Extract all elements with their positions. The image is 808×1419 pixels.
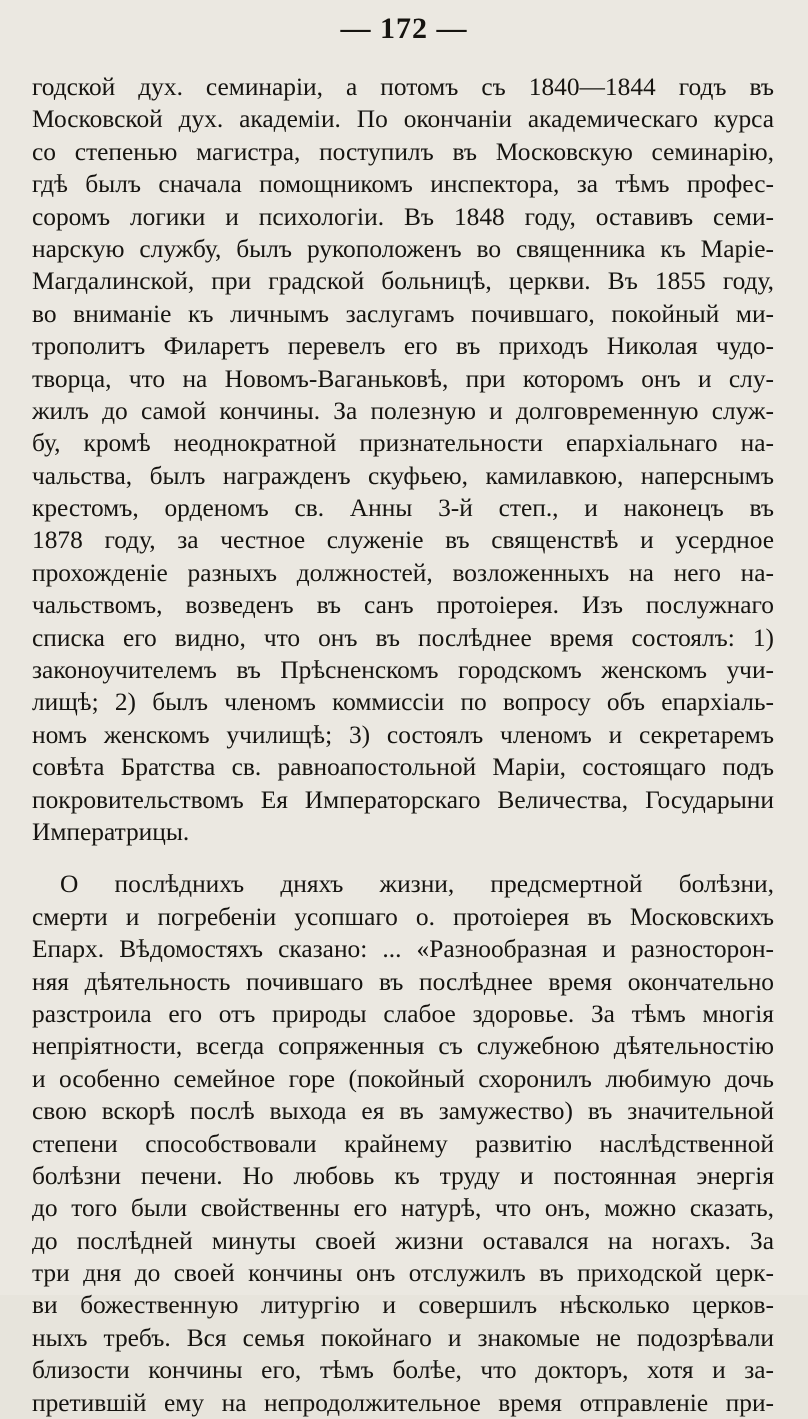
- text-line: ви божественную литургію и совершилъ нѣсколько церков-: [32, 1291, 774, 1320]
- text-line: Епарх. Вѣдомостяхъ сказано: ... «Разнообразная и разносторон-: [32, 935, 774, 964]
- text-line: до того были свойственны его натурѣ, что онъ, можно сказать,: [32, 1194, 774, 1223]
- text-line: творца, что на Новомъ-Ваганьковѣ, при которомъ онъ и слу-: [32, 364, 774, 393]
- text-line: до послѣдней минуты своей жизни оставался на ногахъ. За: [32, 1226, 774, 1255]
- text-line: три дня до своей кончины онъ отслужилъ въ приходской церк-: [32, 1259, 774, 1288]
- text-line: лищѣ; 2) былъ членомъ коммиссіи по вопросу объ епархіаль-: [32, 688, 774, 717]
- paragraph-1: [32, 71, 774, 848]
- text-line: степени способствовали крайнему развитію наслѣдственной: [32, 1129, 774, 1158]
- text-line: непріятности, всегда сопряженныя съ служебною дѣятельностію: [32, 1032, 774, 1061]
- text-line: гдѣ былъ сначала помощникомъ инспектора, за тѣмъ профес-: [32, 170, 774, 199]
- text-line: Московской дух. академіи. По окончаніи академическаго курса: [32, 105, 774, 134]
- text-line: болѣзни печени. Но любовь къ труду и постоянная энергія: [32, 1161, 774, 1190]
- page-number: — 172 —: [340, 12, 468, 45]
- text-line: покровительствомъ Ея Императорскаго Величества, Государыни: [32, 785, 774, 814]
- text-line: со степенью магистра, поступилъ въ Московскую семинарію,: [32, 137, 774, 166]
- text-line: претившій ему на непродолжительное время отправленіе при-: [32, 1388, 774, 1417]
- text-line: бу, кромѣ неоднократной признательности епархіальнаго на-: [32, 429, 774, 458]
- text-line: свою вскорѣ послѣ выхода ея въ замужество) въ значительной: [32, 1097, 774, 1126]
- text-line: трополитъ Филаретъ перевелъ его въ приходъ Николая чудо-: [32, 332, 774, 361]
- text-line: смерти и погребеніи усопшаго о. протоіерея въ Московскихъ: [32, 902, 774, 931]
- text-line: няя дѣятельность почившаго въ послѣднее время окончательно: [32, 967, 774, 996]
- text-line: нарскую службу, былъ рукоположенъ во священника къ Маріе-: [32, 234, 774, 263]
- text-line: номъ женскомъ училищѣ; 3) состоялъ членомъ и секретаремъ: [32, 720, 774, 749]
- text-line: соромъ логики и психологіи. Въ 1848 году, оставивъ семи-: [32, 202, 774, 231]
- text-line: совѣта Братства св. равноапостольной Маріи, состоящаго подъ: [32, 753, 774, 782]
- paragraph-gap: [32, 848, 774, 868]
- text-line: и особенно семейное горе (покойный схоронилъ любимую дочь: [32, 1064, 774, 1093]
- text-line: крестомъ, орденомъ св. Анны 3-й степ., и наконецъ въ: [32, 494, 774, 523]
- text-line: О послѣднихъ дняхъ жизни, предсмертной болѣзни,: [60, 870, 774, 899]
- paragraph-2: [32, 868, 774, 1419]
- text-line: 1878 году, за честное служеніе въ священствѣ и усердное: [32, 526, 774, 555]
- text-line: чальства, былъ награжденъ скуфьею, камилавкою, наперснымъ: [32, 461, 774, 490]
- text-line: годской дух. семинаріи, а потомъ съ 1840—1844 годъ въ: [32, 73, 774, 101]
- text-line: близости кончины его, тѣмъ болѣе, что докторъ, хотя и за-: [32, 1356, 774, 1385]
- text-line: жилъ до самой кончины. За полезную и долговременную служ-: [32, 396, 774, 425]
- text-line: во вниманіе къ личнымъ заслугамъ почившаго, покойный ми-: [32, 299, 774, 328]
- text-line: Императрицы.: [32, 817, 190, 846]
- text-line: списка его видно, что онъ въ послѣднее время состоялъ: 1): [32, 623, 774, 652]
- text-line: прохожденіе разныхъ должностей, возложенныхъ на него на-: [32, 558, 774, 587]
- text-line: чальствомъ, возведенъ въ санъ протоіерея. Изъ послужнаго: [32, 591, 774, 620]
- text-line: разстроила его отъ природы слабое здоровье. За тѣмъ многія: [32, 999, 774, 1028]
- text-line: Магдалинской, при градской больницѣ, церкви. Въ 1855 году,: [32, 267, 774, 296]
- text-line: ныхъ требъ. Вся семья покойнаго и знакомые не подозрѣвали: [32, 1323, 774, 1352]
- body-text: [32, 71, 774, 1419]
- text-line: законоучителемъ въ Прѣсненскомъ городскомъ женскомъ учи-: [32, 656, 774, 685]
